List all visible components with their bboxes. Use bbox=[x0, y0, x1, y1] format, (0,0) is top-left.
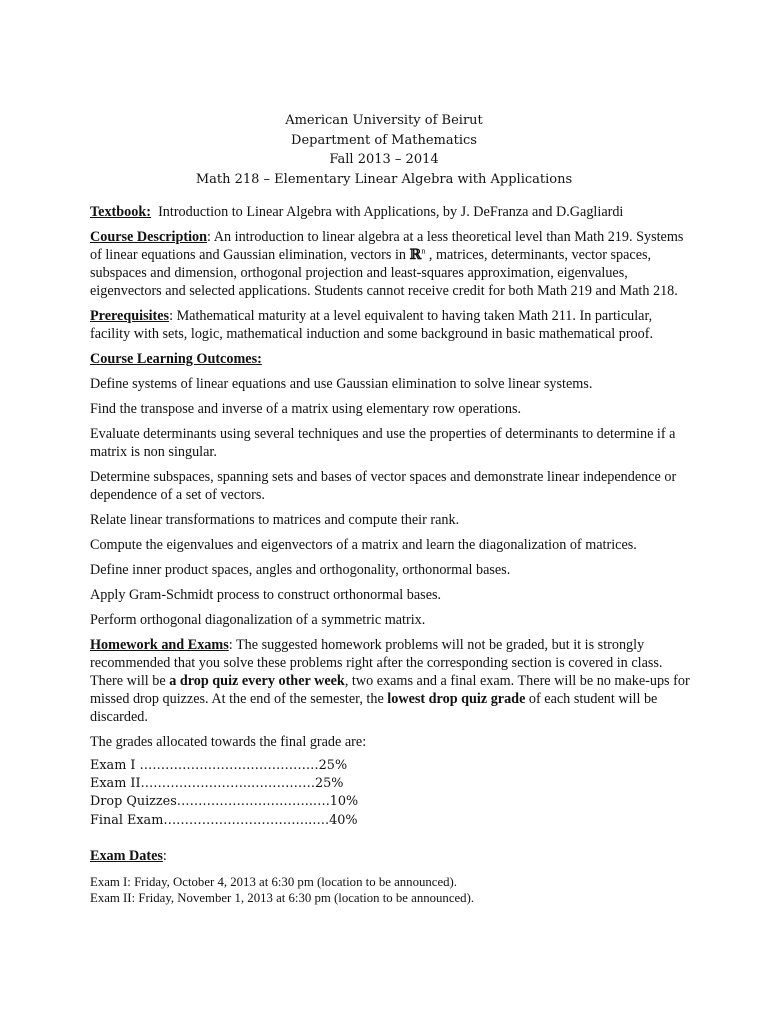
document-header bbox=[0, 111, 768, 189]
grades-intro: The grades allocated towards the final grade are: bbox=[90, 734, 367, 750]
course-title: Math 218 – Elementary Linear Algebra with Applications bbox=[195, 171, 573, 187]
grade-row: Drop Quizzes…………………………..….10% bbox=[90, 794, 359, 810]
grade-row: Final Exam……………………………..….40% bbox=[90, 812, 358, 828]
grade-row: Exam II……………………..……………25% bbox=[90, 776, 344, 792]
lowest-drop-emphasis: lowest drop quiz grade bbox=[387, 691, 526, 707]
homework-exams-label: Homework and Exams bbox=[90, 637, 229, 653]
outcome-item: Apply Gram-Schmidt process to construct orthonormal bases. bbox=[90, 587, 442, 603]
outcome-item: Determine subspaces, spanning sets and bases of vector spaces and demonstrate linear independence or dependence of a set of vectors. bbox=[90, 469, 677, 503]
outcome-item: Relate linear transformations to matrices and compute their rank. bbox=[90, 512, 460, 528]
course-description-label: Course Description bbox=[90, 229, 208, 245]
outcome-item: Perform orthogonal diagonalization of a symmetric matrix. bbox=[90, 612, 426, 628]
drop-quiz-emphasis: a drop quiz every other week bbox=[169, 673, 345, 689]
textbook-section bbox=[90, 203, 690, 221]
outcome-item: Find the transpose and inverse of a matrix using elementary row operations. bbox=[90, 401, 522, 417]
learning-outcomes-heading: Course Learning Outcomes: bbox=[90, 351, 262, 367]
grade-row: Exam I ……………………………………25% bbox=[90, 758, 348, 773]
outcome-item: Evaluate determinants using several techniques and use the properties of determinants to determine if a matrix is non singular. bbox=[90, 426, 676, 460]
real-numbers-superscript: n bbox=[421, 246, 426, 256]
exam-dates-heading: Exam Dates: bbox=[90, 847, 167, 864]
textbook-text: Introduction to Linear Algebra with Applications, by J. DeFranza and D.Gagliardi bbox=[158, 204, 624, 220]
exam-dates-list bbox=[90, 874, 690, 907]
course-description-text-a: : An introduction to linear algebra at a less theoretical level than Math 219. Systems of linear equations and Gaussian elimination, vectors in bbox=[90, 229, 684, 263]
department-name: Department of Mathematics bbox=[291, 132, 477, 148]
prerequisites-section bbox=[90, 307, 690, 343]
outcome-item: Define inner product spaces, angles and orthogonality, orthonormal bases. bbox=[90, 562, 511, 578]
term: Fall 2013 – 2014 bbox=[329, 152, 439, 167]
university-name: American University of Beirut bbox=[285, 113, 483, 128]
course-description-text-b: , matrices, determinants, vector spaces, subspaces and dimension, orthogonal projection and least-squares approximation, eigenvalues, eigenvectors and selected applications. Students cannot receive credit for both Math 219 and Math 218. bbox=[90, 247, 678, 299]
real-numbers-symbol: ℝ bbox=[409, 247, 422, 263]
outcome-item: Compute the eigenvalues and eigenvectors of a matrix and learn the diagonalization of matrices. bbox=[90, 537, 637, 553]
exam-date-item: Exam I: Friday, October 4, 2013 at 6:30 pm (location to be announced). bbox=[90, 874, 457, 889]
document-body bbox=[90, 203, 690, 907]
course-description-section bbox=[90, 228, 690, 300]
prerequisites-label: Prerequisites bbox=[90, 308, 170, 324]
exam-date-item: Exam II: Friday, November 1, 2013 at 6:30 pm (location to be announced). bbox=[90, 891, 475, 906]
outcome-item: Define systems of linear equations and use Gaussian elimination to solve linear systems. bbox=[90, 376, 593, 392]
grade-breakdown bbox=[90, 757, 690, 830]
textbook-label: Textbook: bbox=[90, 204, 151, 220]
homework-exams-section: Homework and Exams: The suggested homework problems will not be graded, but it is strongly recommended that you solve these problems right after the corresponding section is covered in class. There will be a drop quiz every other week, two exams and a final exam. There will be no make-ups for missed drop quizzes. At the end of the semester, the lowest drop quiz grade of each student will be discarded. bbox=[90, 637, 690, 725]
prerequisites-text: : Mathematical maturity at a level equivalent to having taken Math 211. In particular, facility with sets, logic, mathematical induction and some background in basic mathematical proof. bbox=[90, 308, 654, 342]
